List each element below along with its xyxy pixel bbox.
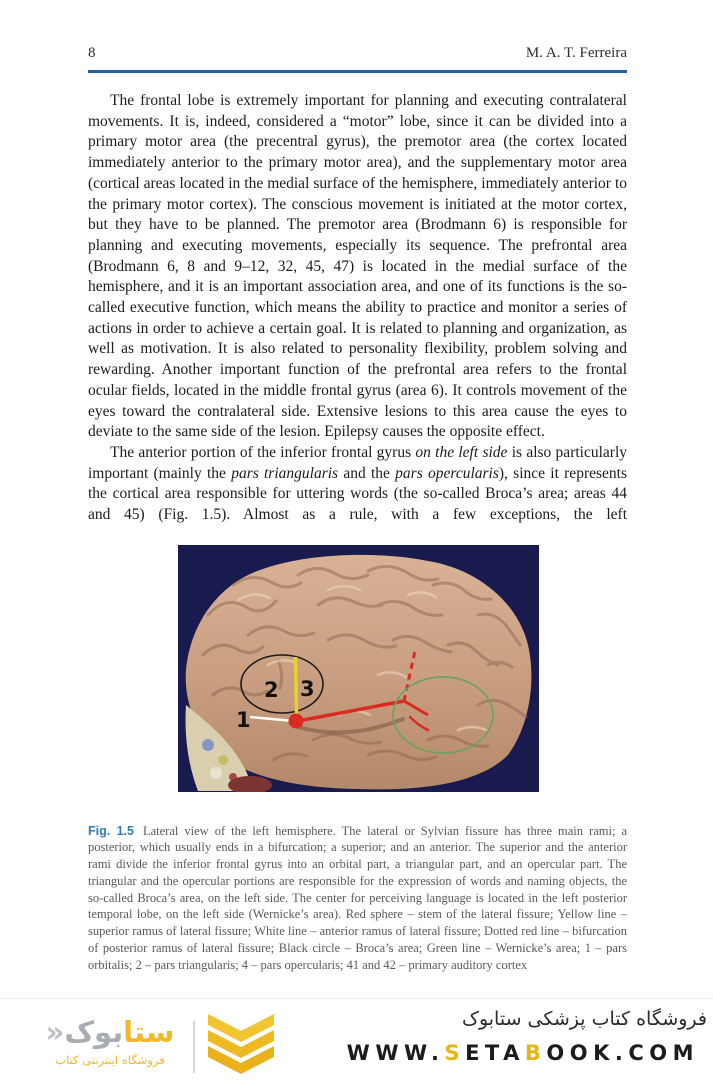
superior-ramus-yellow-line [296, 657, 297, 715]
bookstore-name-farsi: فروشگاه کتاب پزشکی ستابوک [461, 1008, 707, 1030]
lateral-fissure-stem-red-sphere [289, 714, 304, 729]
bookstore-url: WWW.SETABOOK.COM [346, 1041, 699, 1065]
label-3-pars-opercularis: 3 [300, 677, 315, 701]
figure-caption-label: Fig. 1.5 [88, 823, 134, 838]
logo-divider [193, 1021, 195, 1073]
page-header [88, 45, 627, 62]
body-text [88, 91, 627, 526]
figure-caption-text: Lateral view of the left hemisphere. The lateral or Sylvian fissure has three main rami; a posterior, which usually ends in a bifurcation; a superior; and an anterior. The superior and the anterior rami divide the inferior frontal gyrus into an orbital part, a triangular part, and an opercular part. The triangular and the opercular portions are responsible for the expression of words and naming objects, the so-called Broca’s area, on the left side. The center for perceiving language is located in the left posterior temporal lobe, on the left side (Wernicke’s area). Red sphere – stem of the lateral fissure; Yellow line – superior ramus of lateral fissure; White line – anterior ramus of lateral fissure; Dotted red line – bifurcation of posterior ramus of lateral fissure; Black circle – Broca’s area; Green line – Wernicke’s area; 1 – pars orbitalis; 2 – pars triangularis; 4 – pars opercularis; 41 and 42 – primary auditory cortex [88, 823, 627, 972]
paragraph-frontal-lobe: The frontal lobe is extremely important for planning and executing contralateral movements. It is, indeed, considered a “motor” lobe, since it can be divided into a primary motor area (the precentral gyrus), the premotor area (the cortex located immediately anterior to the primary motor area), and the supplementary motor area (cortical areas located in the medial surface of the hemisphere, immediately anterior to the primary motor cortex). The conscious movement is initiated at the motor cortex, but they have to be planned. The premotor area (Brodmann 6) is responsible for planning and executing movements, especially its sequence. The prefrontal area (Brodmann 6, 8 and 9–12, 32, 45, 47) is located in the medial surface of the hemisphere, and it is an important association area, and one of its functions is the so-called executive function, which means the ability to practice and monitor a series of actions in order to achieve a certain goal. It is related to planning and organization, as well as motivation. It is also related to personality flexibility, problem solving and rewarding. Another important function of the prefrontal area refers to the frontal ocular fields, located in the middle frontal gyrus (area 6). It controls movement of the eyes toward the contralateral side. Extensive lesions to this area cause the eyes to deviate to the same side of the lesion. Epilepsy causes the opposite effect. [88, 92, 627, 441]
setabook-wordmark: ستابوک« [45, 1015, 175, 1049]
figure-brain-photo [178, 545, 539, 792]
label-2-pars-triangularis: 2 [264, 678, 279, 702]
setabook-chevron-logo-icon [204, 1012, 278, 1076]
paragraph-inferior-frontal-gyrus: The anterior portion of the inferior frontal gyrus on the left side is also particularly important (mainly the pars triangularis and the pars opercularis), since it represents the cortical area responsible for uttering words (the so-called Broca’s area; areas 44 and 45) (Fig. 1.5). Almost as a rule, with a few exceptions, the left [88, 443, 627, 524]
label-1-pars-orbitalis: 1 [236, 708, 251, 732]
page-number: 8 [88, 45, 96, 61]
brain-photo-svg [178, 545, 539, 792]
running-head-author: M. A. T. Ferreira [525, 45, 627, 61]
footer-separator [0, 998, 713, 999]
bookstore-tagline-farsi: فروشگاه اینترنتی کتاب [55, 1053, 165, 1067]
header-rule [88, 70, 627, 73]
figure-caption [88, 823, 627, 974]
